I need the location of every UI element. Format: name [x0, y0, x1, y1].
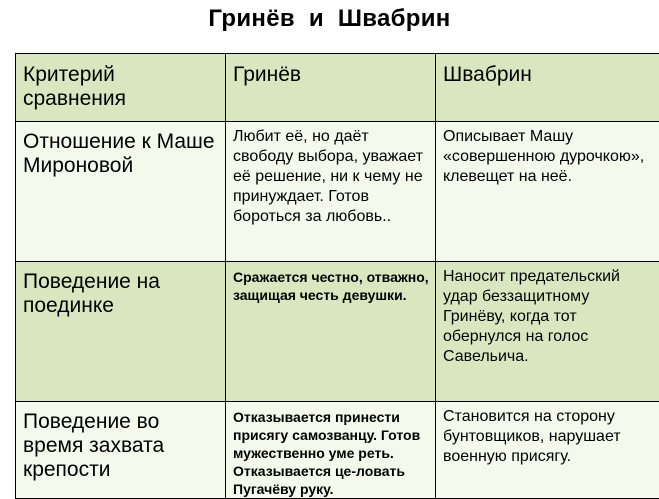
criterion-text: Поведение на поединке: [16, 262, 225, 318]
criterion-text: Отношение к Маше Мироновой: [16, 122, 225, 178]
shvabrin-cell: [436, 262, 659, 402]
criterion-text: Поведение во время захвата крепости: [16, 402, 225, 482]
table-row: [16, 262, 659, 402]
table-header-row: [16, 54, 659, 122]
header-label-criterion: Критерий сравнения: [16, 54, 225, 111]
grinev-cell: [226, 122, 436, 262]
grinev-text: Любит её, но даёт свободу выбора, уважает её решение, ни к чему не принуждает. Готов бороться за любовь..: [226, 122, 435, 227]
page-title: Гринёв и Швабрин: [0, 5, 659, 33]
grinev-cell: [226, 262, 436, 402]
grinev-text: Сражается честно, отважно, защищая честь девушки.: [226, 262, 435, 304]
grinev-cell: [226, 402, 436, 499]
grinev-text: Отказывается принести присягу самозванцу. Готов мужественно уме реть. Отказывается це-ловать Пугачёву руку.: [226, 402, 435, 498]
table-row: [16, 122, 659, 262]
criterion-cell: [16, 262, 226, 402]
shvabrin-text: Наносит предательский удар беззащитному Гринёву, когда тот обернулся на голос Савельича.: [436, 262, 659, 367]
header-cell-criterion: [16, 54, 226, 122]
shvabrin-text: Становится на сторону бунтовщиков, нарушает военную присягу.: [436, 402, 659, 467]
shvabrin-cell: [436, 402, 659, 499]
criterion-cell: [16, 402, 226, 499]
header-cell-grinev: [226, 54, 436, 122]
shvabrin-text: Описывает Машу «совершенною дурочкою», клевещет на неё.: [436, 122, 659, 187]
header-label-shvabrin: Швабрин: [436, 54, 659, 87]
header-cell-shvabrin: [436, 54, 659, 122]
comparison-table: [15, 53, 659, 499]
header-label-grinev: Гринёв: [226, 54, 435, 87]
shvabrin-cell: [436, 122, 659, 262]
table-row: [16, 402, 659, 499]
criterion-cell: [16, 122, 226, 262]
